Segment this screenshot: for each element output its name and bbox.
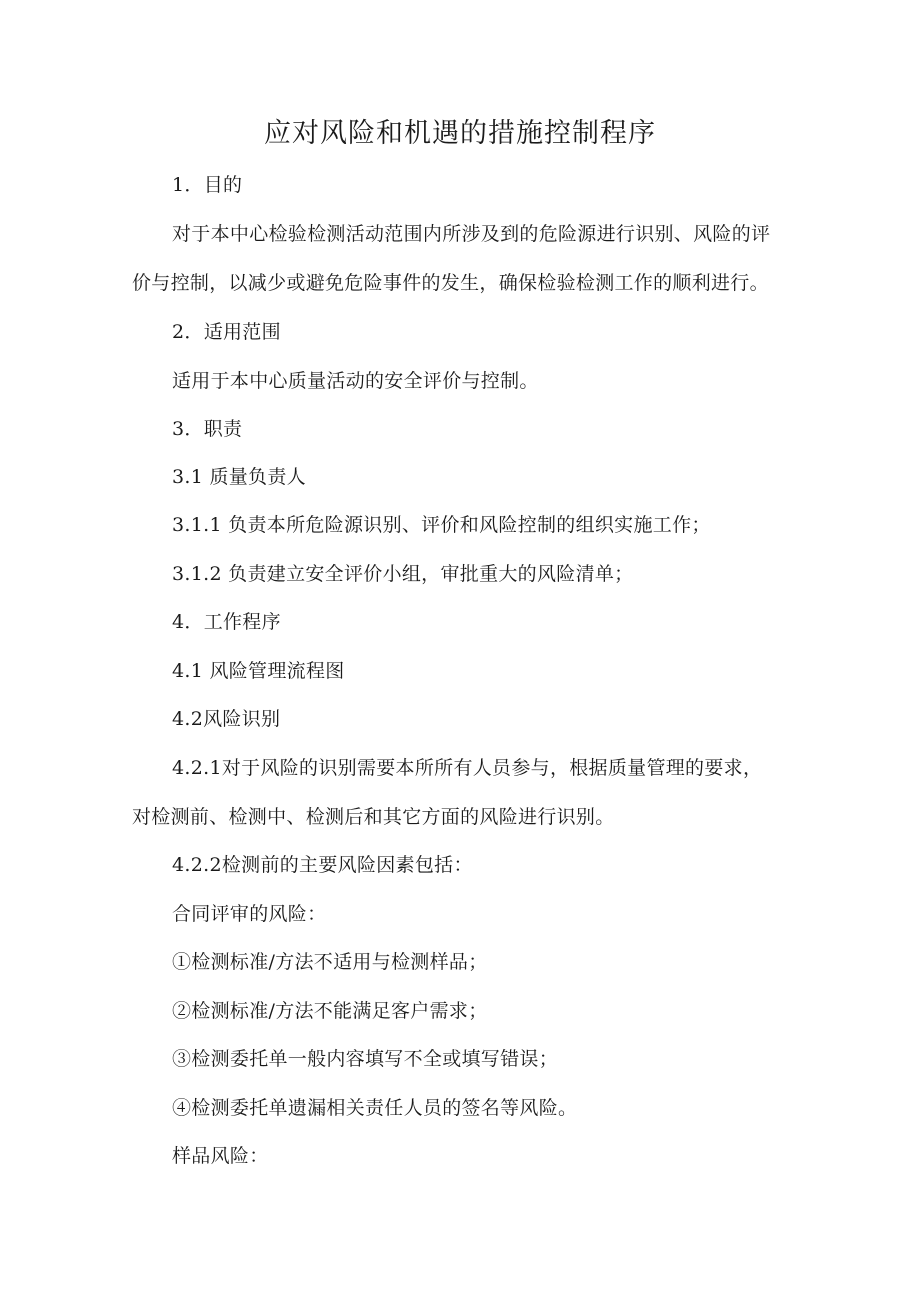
list-item: 3.1.1 负责本所危险源识别、评价和风险控制的组织实施工作；: [172, 514, 711, 536]
section-heading-procedure: 4．工作程序: [172, 611, 281, 633]
paragraph-line: 价与控制，以减少或避免危险事件的发生，确保检验检测工作的顺利进行。: [132, 272, 769, 294]
paragraph-line: 对检测前、检测中、检测后和其它方面的风险进行识别。: [132, 806, 615, 828]
list-item: ①检测标准/方法不适用与检测样品；: [172, 951, 488, 973]
section-heading-purpose: 1．目的: [172, 174, 243, 196]
list-item: 3.1.2 负责建立安全评价小组，审批重大的风险清单；: [172, 563, 634, 585]
paragraph-line: 样品风险：: [172, 1145, 269, 1167]
subsection-heading: 4.1 风险管理流程图: [172, 660, 345, 682]
list-item: ③检测委托单一般内容填写不全或填写错误；: [172, 1048, 559, 1070]
subsection-heading: 4.2风险识别: [172, 708, 281, 730]
paragraph-line: 4.2.2检测前的主要风险因素包括：: [172, 854, 473, 876]
list-item: ②检测标准/方法不能满足客户需求；: [172, 1000, 488, 1022]
section-heading-scope: 2．适用范围: [172, 321, 281, 343]
paragraph-line: 对于本中心检验检测活动范围内所涉及到的危险源进行识别、风险的评: [172, 223, 771, 245]
paragraph-line: 适用于本中心质量活动的安全评价与控制。: [172, 370, 539, 392]
document-title: 应对风险和机遇的措施控制程序: [264, 118, 656, 149]
paragraph-line: 合同评审的风险：: [172, 903, 327, 925]
list-item: ④检测委托单遗漏相关责任人员的签名等风险。: [172, 1097, 578, 1119]
paragraph-line: 4.2.1对于风险的识别需要本所所有人员参与，根据质量管理的要求，: [172, 757, 763, 779]
section-heading-duties: 3．职责: [172, 418, 243, 440]
subsection-heading: 3.1 质量负责人: [172, 466, 306, 488]
